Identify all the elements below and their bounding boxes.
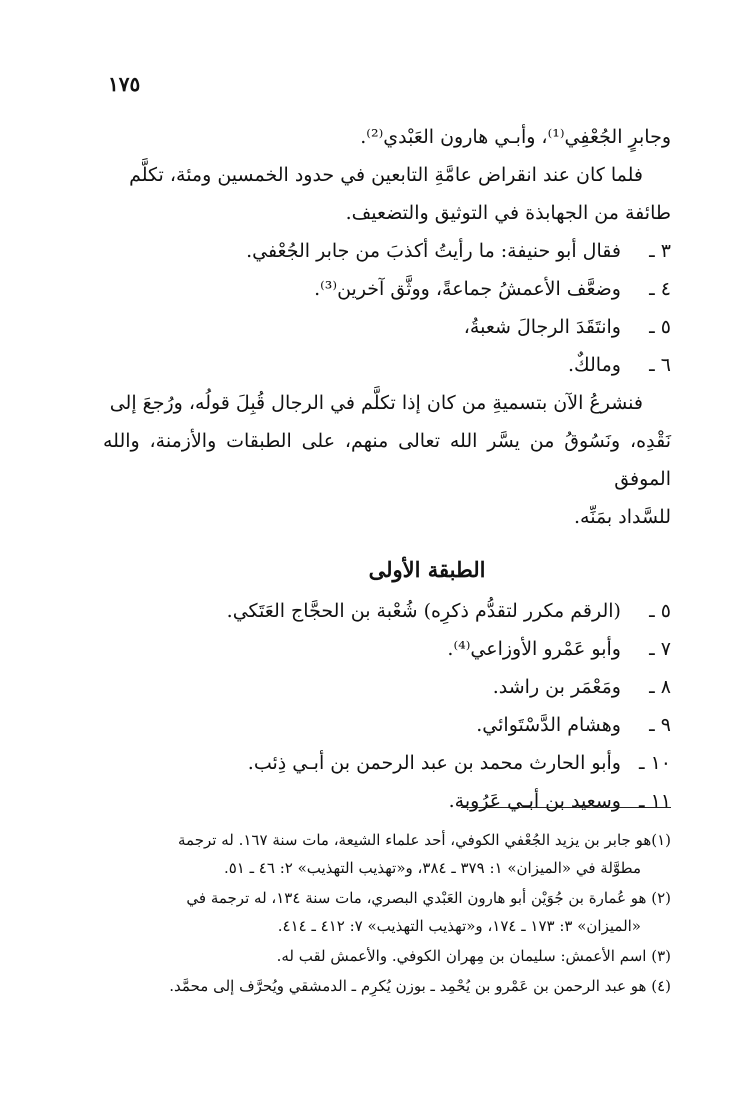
item-text: ومَعْمَر بن راشد. [492,676,621,698]
item-text: وسعيد بن أبـي عَرُوبة. [448,790,621,812]
item-number: ٥ ـ [649,600,671,622]
footnote-line: «الميزان» ٣: ١٧٣ ـ ١٧٤، و«تهذيب التهذيب» ٧: ٤١٢ ـ ٤١٤. [277,917,641,935]
footnote-divider [461,807,671,808]
item-number: ٨ ـ [649,676,671,698]
list-item [103,630,671,668]
item-text: فقال أبو حنيفة: ما رأيتُ أكذبَ من جابر الجُعْفي. [246,240,621,262]
list-item [103,346,671,384]
item-number: ٧ ـ [649,638,671,660]
list-item [103,782,671,820]
main-text [103,118,671,820]
item-text: وانتَقَدَ الرجالَ شعبةُ، [463,316,621,338]
paragraph-2-line: للسَّداد بمَنِّه. [573,506,671,528]
item-number: ٩ ـ [649,714,671,736]
list-item [103,592,671,630]
paragraph-1-line: فلما كان عند انقراض عامَّةِ التابعين في حدود الخمسين ومئة، تكلَّم [129,164,643,186]
paragraph-1-line: طائفة من الجهابذة في التوثيق والتضعيف. [345,202,671,224]
item-number: ١١ ـ [638,790,671,812]
item-text: وأبو الحارث محمد بن عبد الرحمن بن أبـي ذِئب. [247,752,621,774]
item-number: ٦ ـ [649,354,671,376]
item-text: وضعَّف الأعمشُ جماعةً، ووثَّق آخرين⁽³⁾. [314,278,621,300]
paragraph-2-line: نَقْدِه، ونَسُوقُ من يسَّر الله تعالى منهم، على الطبقات والأزمنة، والله الموفق [103,430,671,490]
footnote-line: مطوَّلة في «الميزان» ١: ٣٧٩ ـ ٣٨٤، و«تهذيب التهذيب» ٢: ٤٦ ـ ٥١. [223,859,641,877]
footnote [96,942,671,970]
item-number: ٤ ـ [649,278,671,300]
list-first-tier [103,592,671,820]
footnote [96,884,671,940]
item-number: ٥ ـ [649,316,671,338]
footnote-line: (٢) هو عُمارة بن جُوَيْن أبو هارون العَبْدي البصري، مات سنة ١٣٤، له ترجمة في [186,889,671,907]
list-item [103,232,671,270]
footnotes [96,826,671,1002]
list-item [103,308,671,346]
item-number: ١٠ ـ [638,752,671,774]
list-item [103,270,671,308]
item-text: (الرقم مكرر لتقدُّم ذكرِه) شُعْبة بن الحجَّاج العَتَكي. [226,600,621,622]
list-item [103,744,671,782]
footnote [96,972,671,1000]
item-text: ومالكٌ. [567,354,621,376]
list-critics [103,232,671,384]
footnote-line: (٣) اسم الأعمش: سليمان بن مِهران الكوفي. والأعمش لقب له. [276,947,671,965]
footnote-line: (١)هو جابر بن يزيد الجُعْفي الكوفي، أحد علماء الشيعة، مات سنة ١٦٧. له ترجمة [178,831,671,849]
footnote [96,826,671,882]
footnote-line: (٤) هو عبد الرحمن بن عَمْرو بن يُحْمِد ـ بوزن يُكرِم ـ الدمشقي ويُحرَّف إلى محمَّد. [169,977,671,995]
item-text: وأبو عَمْرو الأوزاعي⁽⁴⁾. [447,638,621,660]
page-number: ١٧٥ [108,72,141,96]
item-number: ٣ ـ [649,240,671,262]
list-item [103,668,671,706]
paragraph-1 [103,156,671,232]
section-heading: الطبقة الأولى [368,557,486,582]
paragraph-2-line: فنشرعُ الآن بتسميةِ من كان إذا تكلَّم في الرجال قُبِلَ قولُه، ورُجعَ إلى [109,392,643,414]
item-text: وهشام الدَّسْتَوائي. [476,714,621,736]
paragraph-2 [103,384,671,536]
list-item [103,706,671,744]
intro-line: وجابرٍ الجُعْفِي⁽¹⁾، وأبـي هارون العَبْدي⁽²⁾. [360,126,671,148]
